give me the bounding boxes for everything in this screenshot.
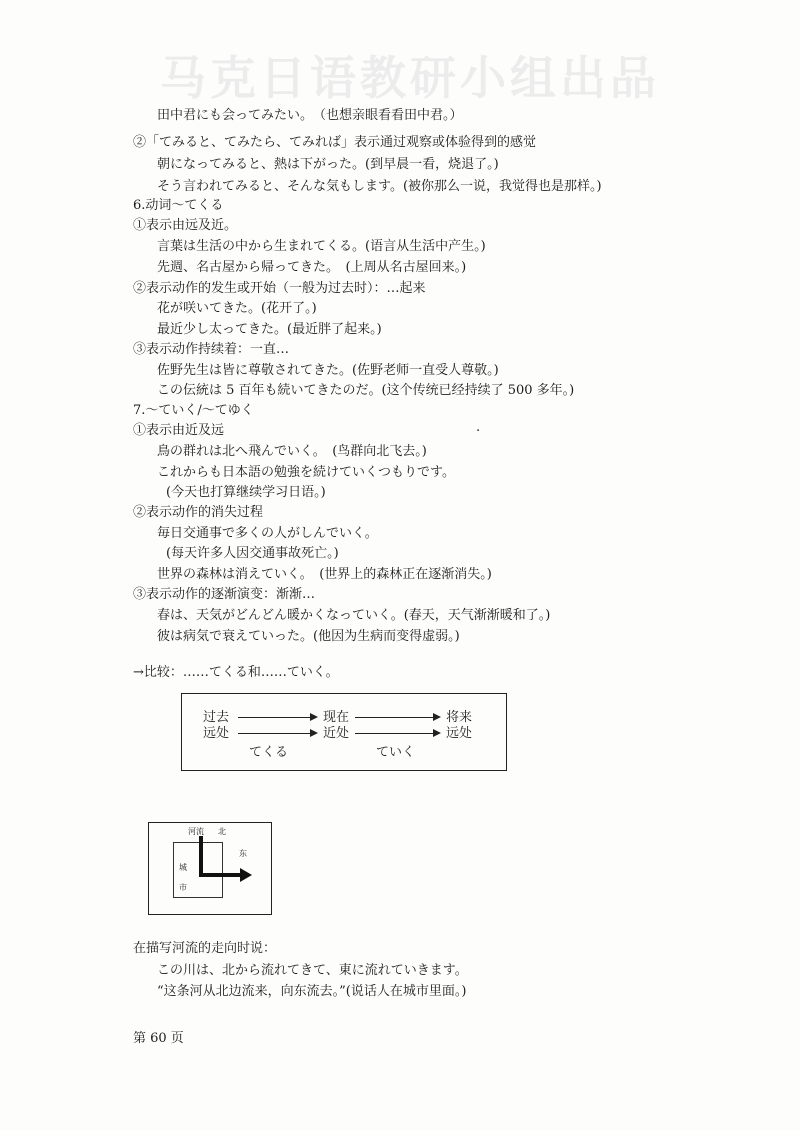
watermark: 马克日语教研小组出品 [160,51,660,105]
text-line: 世界の森林は消えていく。 (世界上的森林正在逐渐消失。) [157,567,492,582]
label-city-2: 市 [179,883,187,892]
text-line: 先週、名古屋から帰ってきた。 (上周从名古屋回来。) [157,260,467,275]
label-tekuru: てくる [249,745,289,760]
label-present: 现在 [323,710,350,725]
text-line: ①表示由远及近。 [133,218,238,233]
text-line: ②表示动作的发生或开始（一般为过去时）：…起来 [133,281,426,296]
text-line: 言葉は生活の中から生まれてくる。(语言从生活中产生。) [157,239,486,254]
text-line: 朝になってみると、熱は下がった。(到早晨一看，烧退了。) [157,157,499,172]
text-line: そう言われてみると、そんな気もします。(被你那么一说，我觉得也是那样。) [157,179,602,194]
arrow-right-icon [238,717,316,718]
arrow-right-icon [355,733,439,734]
text-line: ②「てみると、てみたら、てみれば」表示通过观察或体验得到的感觉 [133,135,537,150]
section-heading: 6.动词～てくる [133,198,224,213]
text-line: 毎日交通事で多くの人がしんでいく。 [157,526,378,541]
label-far-right: 远处 [446,726,473,741]
text-line: (每天许多人因交通事故死亡。) [166,546,339,561]
text-line: 鳥の群れは北へ飛んでいく。 (鸟群向北飞去。) [157,444,427,459]
text-line: この伝統は 5 百年も続いてきたのだ。(这个传统已经持续了 500 多年。) [157,383,575,398]
text-line: ②表示动作的消失过程 [133,505,264,520]
label-future: 将来 [446,710,473,725]
label-past: 过去 [203,710,230,725]
stray-dot: . [476,420,481,435]
text-line: 花が咲いてきた。(花开了。) [157,301,317,316]
text-line: (今天也打算继续学习日语。) [166,485,326,500]
text-line: これからも日本語の勉強を続けていくつもりです。 [157,465,455,480]
section-heading: 7.～ていく/～てゆく [133,403,254,418]
river-flow-arrow-icon [148,822,272,915]
text-line: この川は、北から流れてきて、東に流れていきます。 [157,963,468,978]
arrow-right-icon [355,717,439,718]
text-line: 田中君にも会ってみたい。 （也想亲眼看看田中君。） [157,108,463,123]
time-direction-diagram [181,693,507,771]
label-teiku: ていく [376,745,416,760]
page-number: 第 60 页 [133,1031,184,1046]
arrow-right-icon [238,733,316,734]
label-river: 河流 [188,827,204,836]
text-line: 在描写河流的走向时说： [133,941,277,956]
text-line: “这条河从北边流来，向东流去。”(说话人在城市里面。) [157,984,467,999]
label-city-1: 城 [179,863,187,872]
text-line: 彼は病気で衰えていった。(他因为生病而变得虚弱。) [157,629,460,644]
text-line: ③表示动作的逐渐演变：渐渐… [133,587,316,602]
label-near: 近处 [323,726,350,741]
compare-heading: →比较：……てくる和……ていく。 [133,665,339,680]
text-line: 佐野先生は皆に尊敬されてきた。(佐野老师一直受人尊敬。) [157,363,499,378]
label-far-left: 远处 [203,726,230,741]
label-north: 北 [218,827,226,836]
text-line: 最近少し太ってきた。(最近胖了起来。) [157,322,382,337]
text-line: ①表示由近及远 [133,423,225,438]
label-east: 东 [239,849,247,858]
text-line: ③表示动作持续着：一直… [133,342,290,357]
text-line: 春は、天気がどんどん暖かくなっていく。(春天，天气渐渐暖和了。) [157,608,551,623]
